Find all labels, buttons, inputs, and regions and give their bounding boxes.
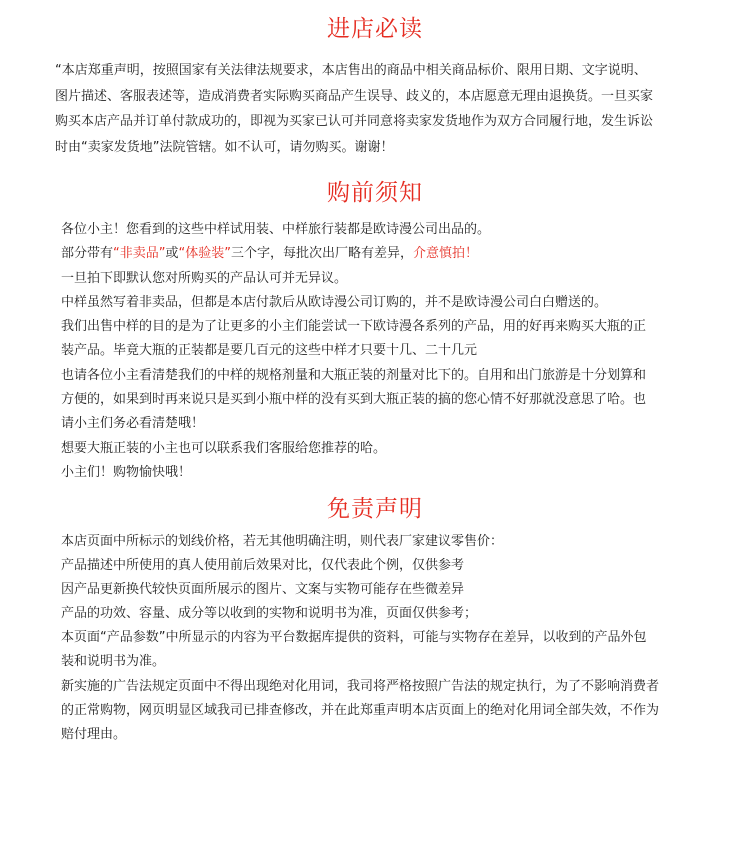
section-title-pre-purchase: 购前须知: [327, 180, 423, 206]
highlight-caution: 介意慎拍！: [413, 246, 479, 262]
text-line: 方便的，如果到时再来说只是买到小瓶中样的没有买到大瓶正装的搞的您心情不好那就没意思了哈。也: [61, 392, 647, 408]
text-segment: 部分带有: [61, 246, 114, 262]
text-line: 想要大瓶正装的小主也可以联系我们客服给您推荐的哈。: [61, 440, 387, 456]
text-line: 新实施的广告法规定页面中不得出现绝对化用词，我司将严格按照广告法的规定执行，为了不影响消费者: [61, 678, 660, 694]
text-line: 装产品。毕竟大瓶的正装都是要几百元的这些中样才只要十几、二十几元: [61, 343, 478, 359]
highlight-not-for-sale: “非卖品”: [113, 246, 166, 262]
text-line: 本店页面中所标示的划线价格，若无其他明确注明，则代表厂家建议零售价：: [61, 534, 504, 549]
text-line: “本店郑重声明，按照国家有关法律法规要求，本店售出的商品中相关商品标价、限用日期、文字说明、: [55, 63, 647, 78]
text-line: 本页面“产品参数”中所显示的内容为平台数据库提供的资料，可能与实物存在差异，以收到的产品外包: [61, 630, 647, 646]
section-title-disclaimer: 免责声明: [327, 496, 423, 522]
text-line: 赔付理由。: [61, 726, 127, 742]
pre-purchase-notice: [61, 218, 646, 485]
text-line: 请小主们务必看清楚哦！: [61, 416, 205, 432]
text-line: 图片描述、客服表述等，造成消费者实际购买商品产生误导、歧义的，本店愿意无理由退换货。一旦买家: [55, 88, 654, 104]
text-segment: 三个字，每批次出厂略有差异，: [231, 246, 414, 262]
text-line: 中样虽然写着非卖品，但都是本店付款后从欧诗漫公司订购的，并不是欧诗漫公司白白赠送的。: [61, 294, 608, 310]
text-line: 我们出售中样的目的是为了让更多的小主们能尝试一下欧诗漫各系列的产品，用的好再来购买大瓶的正: [61, 319, 647, 335]
text-line: 各位小主！您看到的这些中样试用装、中样旅行装都是欧诗漫公司出品的。: [61, 222, 491, 237]
text-line: 的正常购物，网页明显区域我司已排查修改，并在此郑重声明本店页面上的绝对化用词全部失效，不作为: [61, 702, 660, 718]
highlight-trial-pack: “体验装”: [178, 246, 231, 262]
text-line: 购买本店产品并订单付款成功的，即视为买家已认可并同意将卖家发货地作为双方合同履行地，发生诉讼: [55, 114, 654, 129]
text-line: 小主们！购物愉快哦！: [61, 464, 192, 480]
text-line: 产品的功效、容量、成分等以收到的实物和说明书为准，页面仅供参考；: [61, 606, 478, 622]
section-title-must-read: 进店必读: [327, 16, 423, 42]
text-line: 因产品更新换代较快页面所展示的图片、文案与实物可能存在些微差异: [61, 582, 465, 598]
disclaimer-notice: [61, 530, 659, 747]
text-line-with-highlights: [61, 242, 646, 266]
text-line: 一旦拍下即默认您对所购买的产品认可并无异议。: [61, 270, 348, 286]
text-line: 时由“卖家发货地”法院管辖。如不认可，请勿购买。谢谢！: [55, 139, 394, 155]
must-read-notice: [55, 58, 653, 160]
text-line: 产品描述中所使用的真人使用前后效果对比，仅代表此个例，仅供参考: [61, 558, 465, 574]
text-line: 装和说明书为准。: [61, 654, 166, 670]
text-segment: 或: [165, 246, 179, 262]
text-line: 也请各位小主看清楚我们的中样的规格剂量和大瓶正装的剂量对比下的。自用和出门旅游是十分划算和: [61, 367, 647, 383]
